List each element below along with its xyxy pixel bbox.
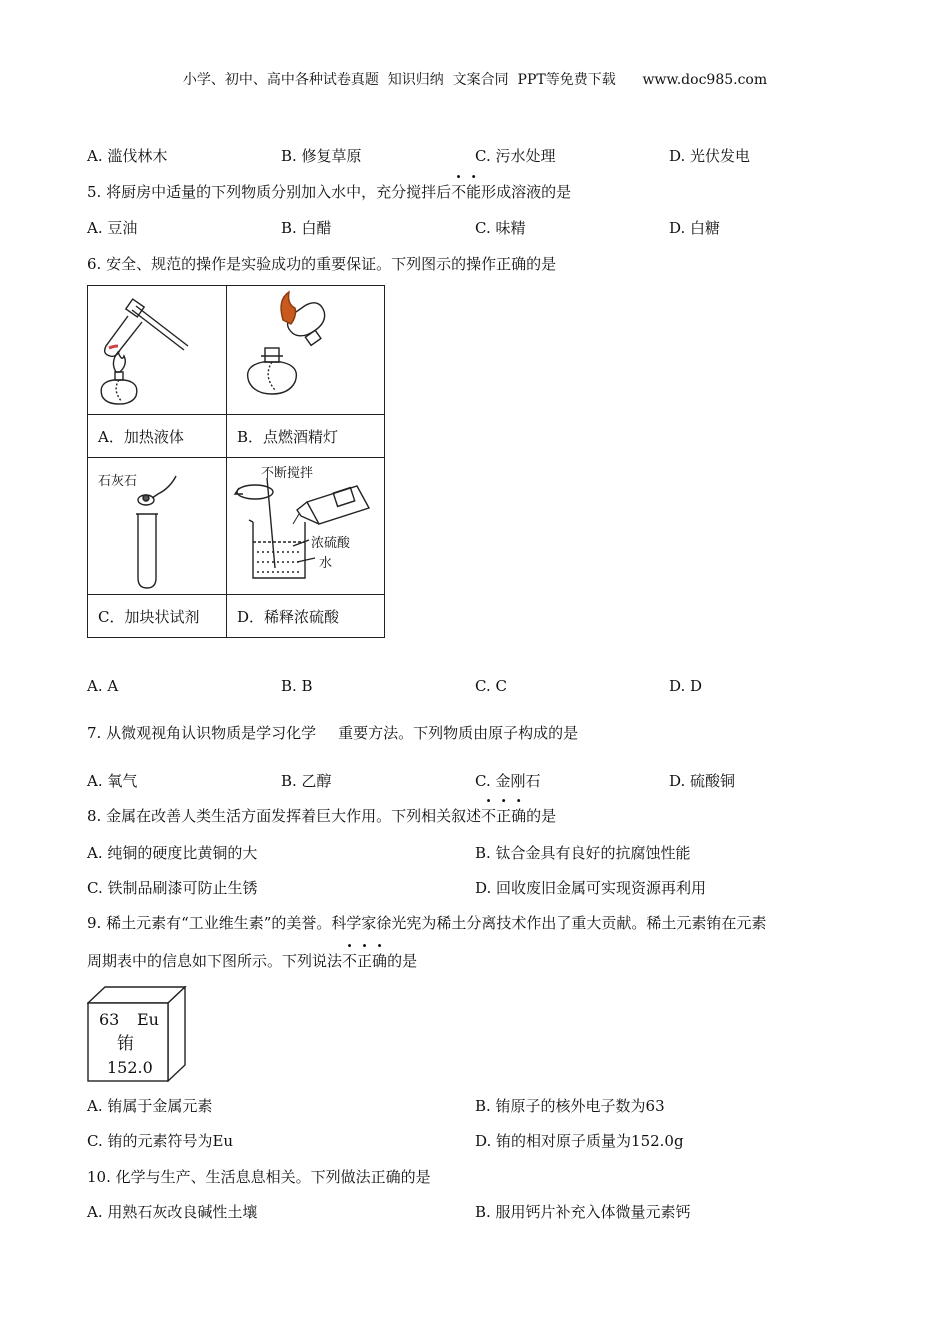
element-name: 铕 xyxy=(117,1034,134,1054)
q6-caption-a: A．加热液体 xyxy=(88,415,227,458)
q9-option-a: A. 铕属于金属元素 xyxy=(87,1097,213,1115)
q9-option-d: D. 铕的相对原子质量为152.0g xyxy=(475,1132,684,1150)
q7-stem: 7. 从微观视角认识物质是学习化学 重要方法。下列物质由原子构成的是 xyxy=(87,724,579,742)
q4-option-b: B. 修复草原 xyxy=(281,147,362,165)
limestone-label: 石灰石 xyxy=(98,474,138,489)
atomic-mass: 152.0 xyxy=(107,1058,153,1077)
atomic-number: 63 xyxy=(99,1010,120,1029)
q5-option-c: C. 味精 xyxy=(475,219,526,237)
water-label: 水 xyxy=(319,556,333,571)
q4-option-c: C. 污水处理 xyxy=(475,147,556,165)
q5-option-a: A. 豆油 xyxy=(87,219,138,237)
q4-option-a: A. 滥伐林木 xyxy=(87,147,168,165)
q5-stem: 5. 将厨房中适量的下列物质分别加入水中，充分搅拌后不能形成溶液的是 xyxy=(87,183,572,201)
q4-option-d: D. 光伏发电 xyxy=(669,147,751,165)
fig-lighting-alcohol-lamp xyxy=(227,286,384,414)
q7-option-d: D. 硫酸铜 xyxy=(669,772,736,790)
q6-figure-table xyxy=(87,285,385,638)
q10-option-b: B. 服用钙片补充入体微量元素钙 xyxy=(475,1203,691,1221)
fig-diluting-acid xyxy=(227,458,384,594)
q8-stem: 8. 金属在改善人类生活方面发挥着巨大作用。下列相关叙述不正确的是 xyxy=(87,807,557,825)
fig-heating-liquid xyxy=(88,286,226,414)
q9-stem-line2: 周期表中的信息如下图所示。下列说法不正确的是 xyxy=(87,952,418,970)
q7-option-c: C. 金刚石 xyxy=(475,772,541,790)
q5-option-b: B. 白醋 xyxy=(281,219,332,237)
q8-option-a: A. 纯铜的硬度比黄铜的大 xyxy=(87,844,258,862)
q6-stem: 6. 安全、规范的操作是实验成功的重要保证。下列图示的操作正确的是 xyxy=(87,255,557,273)
q6-option-d: D. D xyxy=(669,677,703,695)
q6-caption-c: C．加块状试剂 xyxy=(88,595,227,638)
q8-option-b: B. 钛合金具有良好的抗腐蚀性能 xyxy=(475,844,691,862)
q9-option-c: C. 铕的元素符号为Eu xyxy=(87,1132,234,1150)
q6-option-b: B. B xyxy=(281,677,313,695)
q6-caption-d: D．稀释浓硫酸 xyxy=(227,595,385,638)
q7-option-a: A. 氧气 xyxy=(87,772,138,790)
fig-adding-solid xyxy=(88,458,226,594)
q9-option-b: B. 铕原子的核外电子数为63 xyxy=(475,1097,665,1115)
element-card-eu xyxy=(87,986,187,1082)
acid-label: 浓硫酸 xyxy=(311,536,351,551)
q6-option-a: A. A xyxy=(87,677,119,695)
q6-option-c: C. C xyxy=(475,677,507,695)
q5-option-d: D. 白糖 xyxy=(669,219,721,237)
q9-stem-line1: 9. 稀土元素有“工业维生素”的美誉。科学家徐光宪为稀土分离技术作出了重大贡献。稀土元素铕在元素 xyxy=(87,914,767,932)
page-header: 小学、初中、高中各种试卷真题 知识归纳 文案合同 PPT等免费下载 www.doc985.com xyxy=(182,72,768,88)
stirring-label: 不断搅拌 xyxy=(261,466,314,481)
q8-option-d: D. 回收废旧金属可实现资源再利用 xyxy=(475,879,707,897)
q10-stem: 10. 化学与生产、生活息息相关。下列做法正确的是 xyxy=(87,1168,431,1186)
q6-caption-b: B．点燃酒精灯 xyxy=(227,415,385,458)
q8-option-c: C. 铁制品刷漆可防止生锈 xyxy=(87,879,258,897)
q10-option-a: A. 用熟石灰改良碱性土壤 xyxy=(87,1203,258,1221)
q7-option-b: B. 乙醇 xyxy=(281,772,332,790)
element-symbol: Eu xyxy=(137,1010,159,1029)
